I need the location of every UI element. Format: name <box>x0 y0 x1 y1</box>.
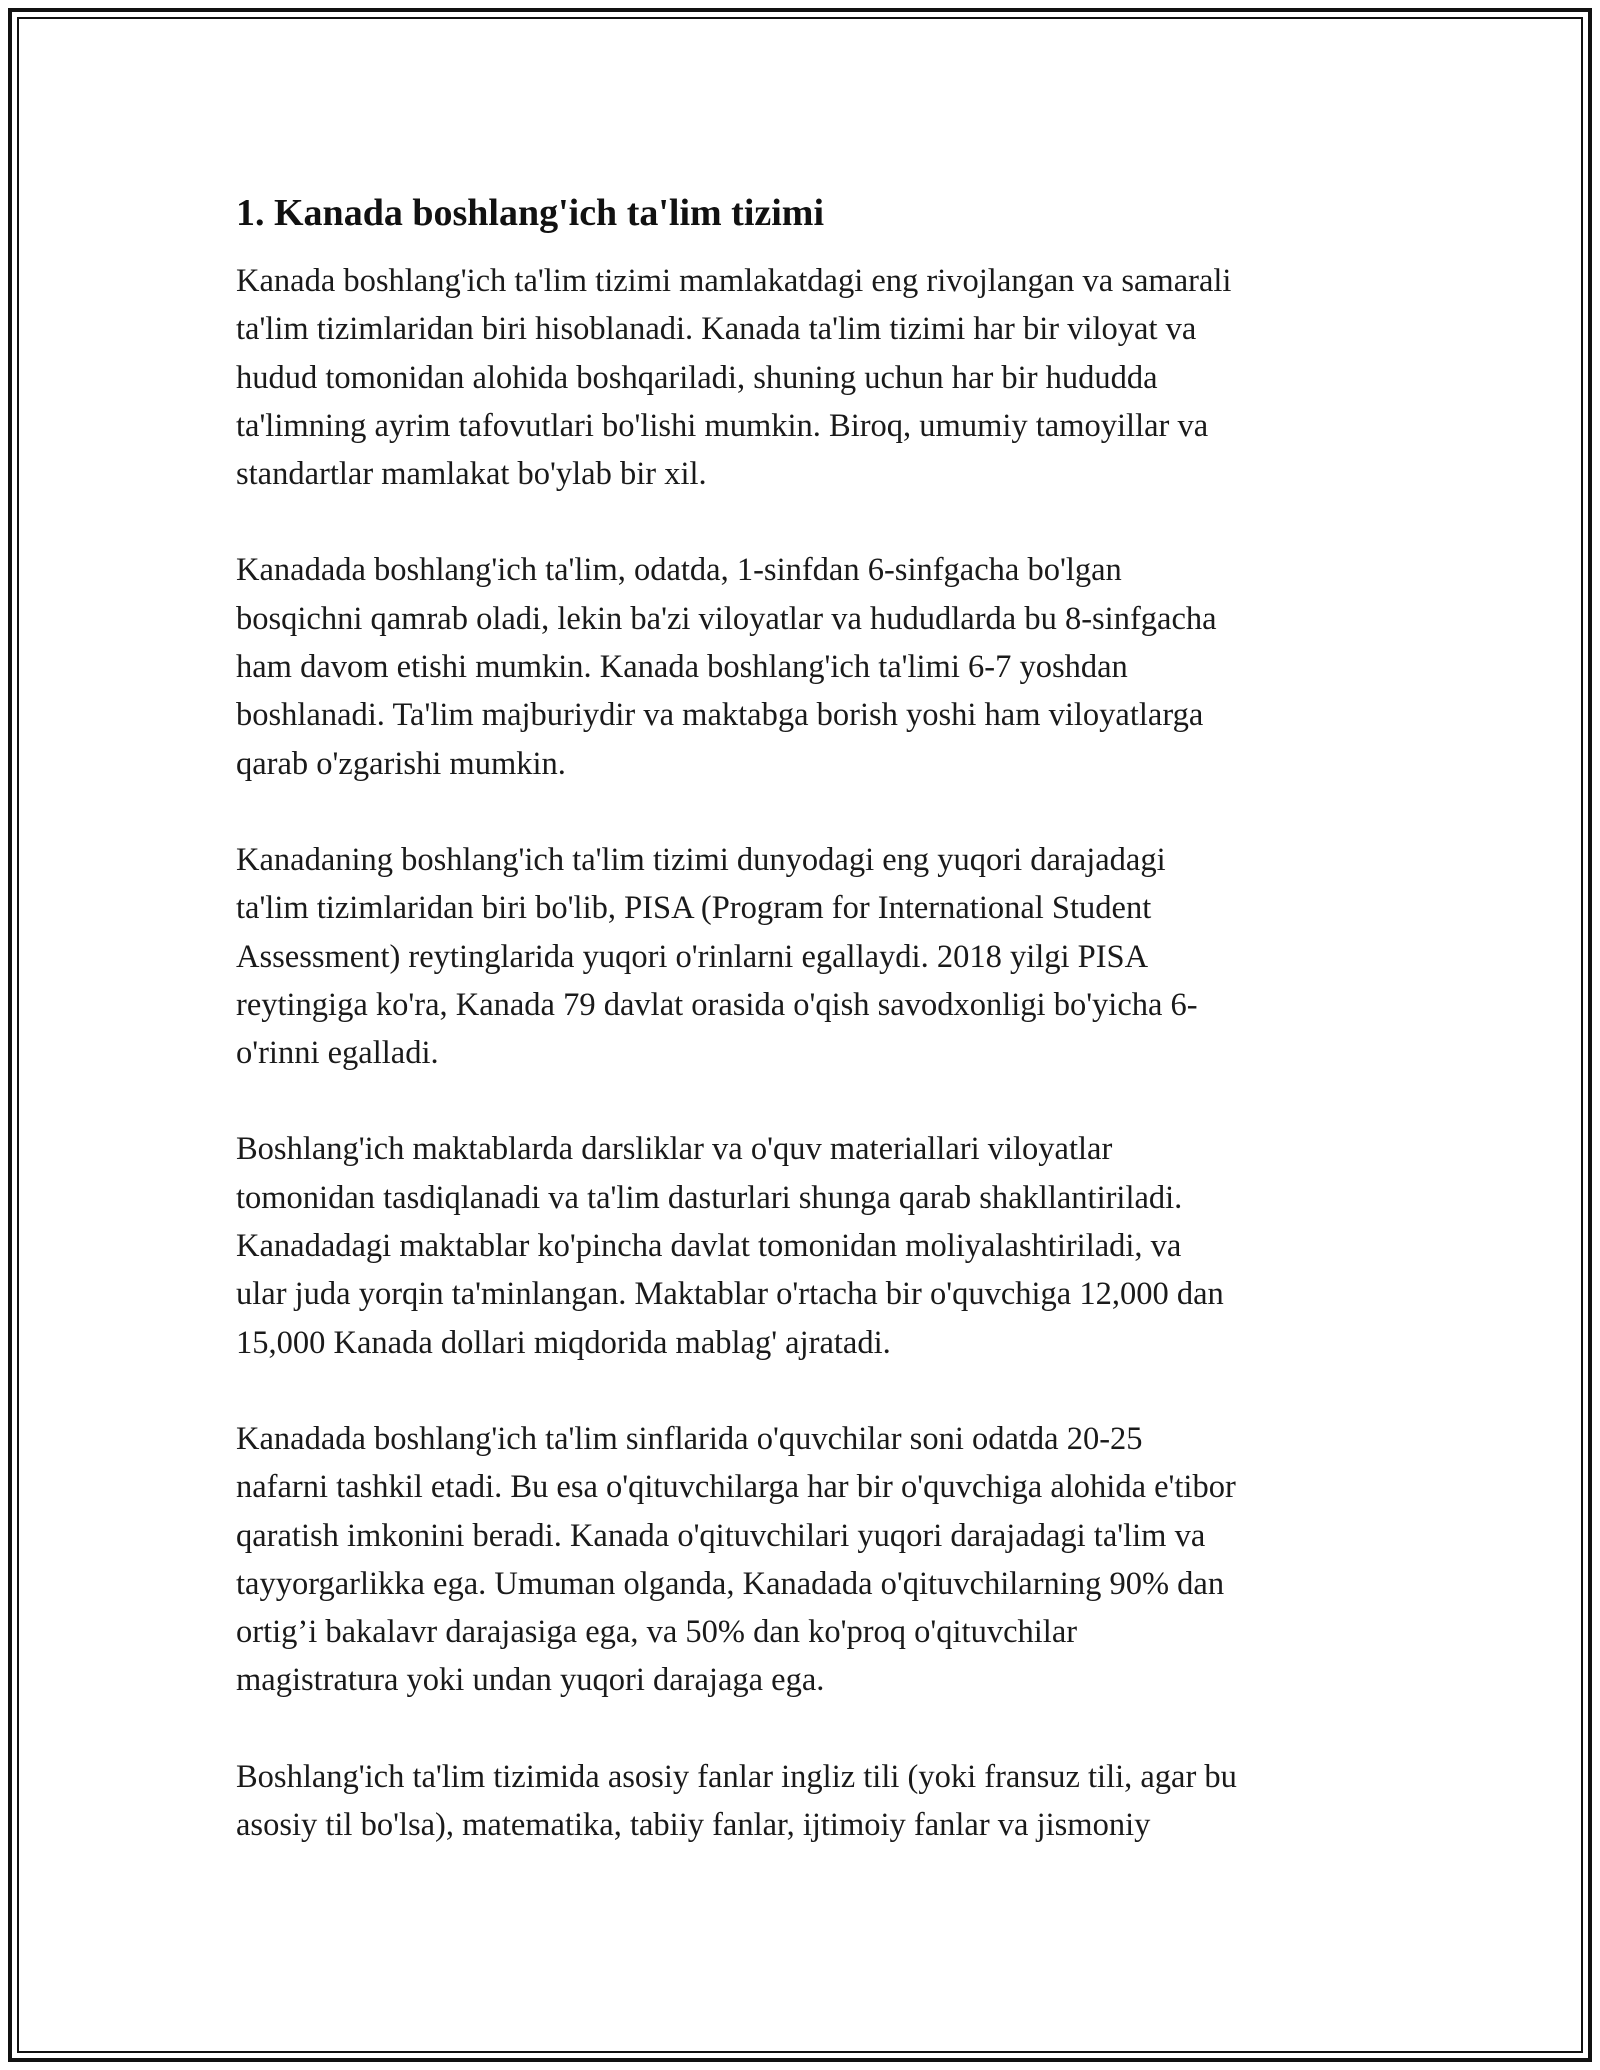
document-body <box>236 185 1386 1897</box>
text-line: tomonidan tasdiqlanadi va ta'lim dasturlari shunga qarab shakllantiriladi. <box>236 1179 1183 1216</box>
paragraph-subjects <box>236 1753 1386 1850</box>
paragraph-funding <box>236 1125 1386 1366</box>
text-line: ular juda yorqin ta'minlangan. Maktablar o'rtacha bir o'quvchiga 12,000 dan <box>236 1276 1224 1313</box>
text-line: ta'lim tizimlaridan biri bo'lib, PISA (Program for International Student <box>236 890 1152 927</box>
text-line: qaratish imkonini beradi. Kanada o'qituvchilari yuqori darajadagi ta'lim va <box>236 1517 1206 1554</box>
text-line: nafarni tashkil etadi. Bu esa o'qituvchilarga har bir o'quvchiga alohida e'tibor <box>236 1469 1236 1506</box>
text-line: qarab o'zgarishi mumkin. <box>236 745 566 782</box>
text-line: Boshlang'ich maktablarda darsliklar va o'quv materiallari viloyatlar <box>236 1131 1113 1168</box>
text-line: ta'limning ayrim tafovutlari bo'lishi mumkin. Biroq, umumiy tamoyillar va <box>236 407 1209 444</box>
text-line: Boshlang'ich ta'lim tizimida asosiy fanlar ingliz tili (yoki fransuz tili, agar bu <box>236 1758 1237 1795</box>
text-line: ortig’i bakalavr darajasiga ega, va 50% dan ko'proq o'qituvchilar <box>236 1614 1078 1651</box>
text-line: hudud tomonidan alohida boshqariladi, shuning uchun har bir hududda <box>236 359 1158 396</box>
paragraph-teachers <box>236 1415 1386 1705</box>
text-line: ham davom etishi mumkin. Kanada boshlang'ich ta'limi 6-7 yoshdan <box>236 649 1128 686</box>
text-line: tayyorgarlikka ega. Umuman olganda, Kanadada o'qituvchilarning 90% dan <box>236 1565 1225 1602</box>
paragraph-overview <box>236 257 1386 498</box>
text-line: Assessment) reytinglarida yuqori o'rinlarni egallaydi. 2018 yilgi PISA <box>236 938 1149 975</box>
text-line: asosiy til bo'lsa), matematika, tabiiy fanlar, ijtimoiy fanlar va jismoniy <box>236 1807 1151 1844</box>
text-line: magistratura yoki undan yuqori darajaga ega. <box>236 1662 825 1699</box>
section-heading: 1. Kanada boshlang'ich ta'lim tizimi <box>236 192 825 234</box>
text-line: Kanadadagi maktablar ko'pincha davlat tomonidan moliyalashtiriladi, va <box>236 1228 1182 1265</box>
text-line: boshlanadi. Ta'lim majburiydir va maktabga borish yoshi ham viloyatlarga <box>236 697 1204 734</box>
text-line: ta'lim tizimlaridan biri hisoblanadi. Kanada ta'lim tizimi har bir viloyat va <box>236 311 1197 348</box>
text-line: Kanada boshlang'ich ta'lim tizimi mamlakatdagi eng rivojlangan va samarali <box>236 263 1232 299</box>
paragraph-pisa <box>236 836 1386 1077</box>
text-line: o'rinni egalladi. <box>236 1035 439 1072</box>
text-line: bosqichni qamrab oladi, lekin ba'zi viloyatlar va hududlarda bu 8-sinfgacha <box>236 600 1217 637</box>
paragraph-grades <box>236 546 1386 787</box>
text-line: Kanadaning boshlang'ich ta'lim tizimi dunyodagi eng yuqori darajadagi <box>236 841 1166 878</box>
text-line: 15,000 Kanada dollari miqdorida mablag' ajratadi. <box>236 1324 891 1361</box>
text-line: Kanadada boshlang'ich ta'lim, odatda, 1-sinfdan 6-sinfgacha bo'lgan <box>236 552 1122 589</box>
text-line: reytingiga ko'ra, Kanada 79 davlat orasida o'qish savodxonligi bo'yicha 6- <box>236 986 1198 1023</box>
text-line: Kanadada boshlang'ich ta'lim sinflarida o'quvchilar soni odatda 20-25 <box>236 1420 1143 1457</box>
text-line: standartlar mamlakat bo'ylab bir xil. <box>236 456 707 493</box>
